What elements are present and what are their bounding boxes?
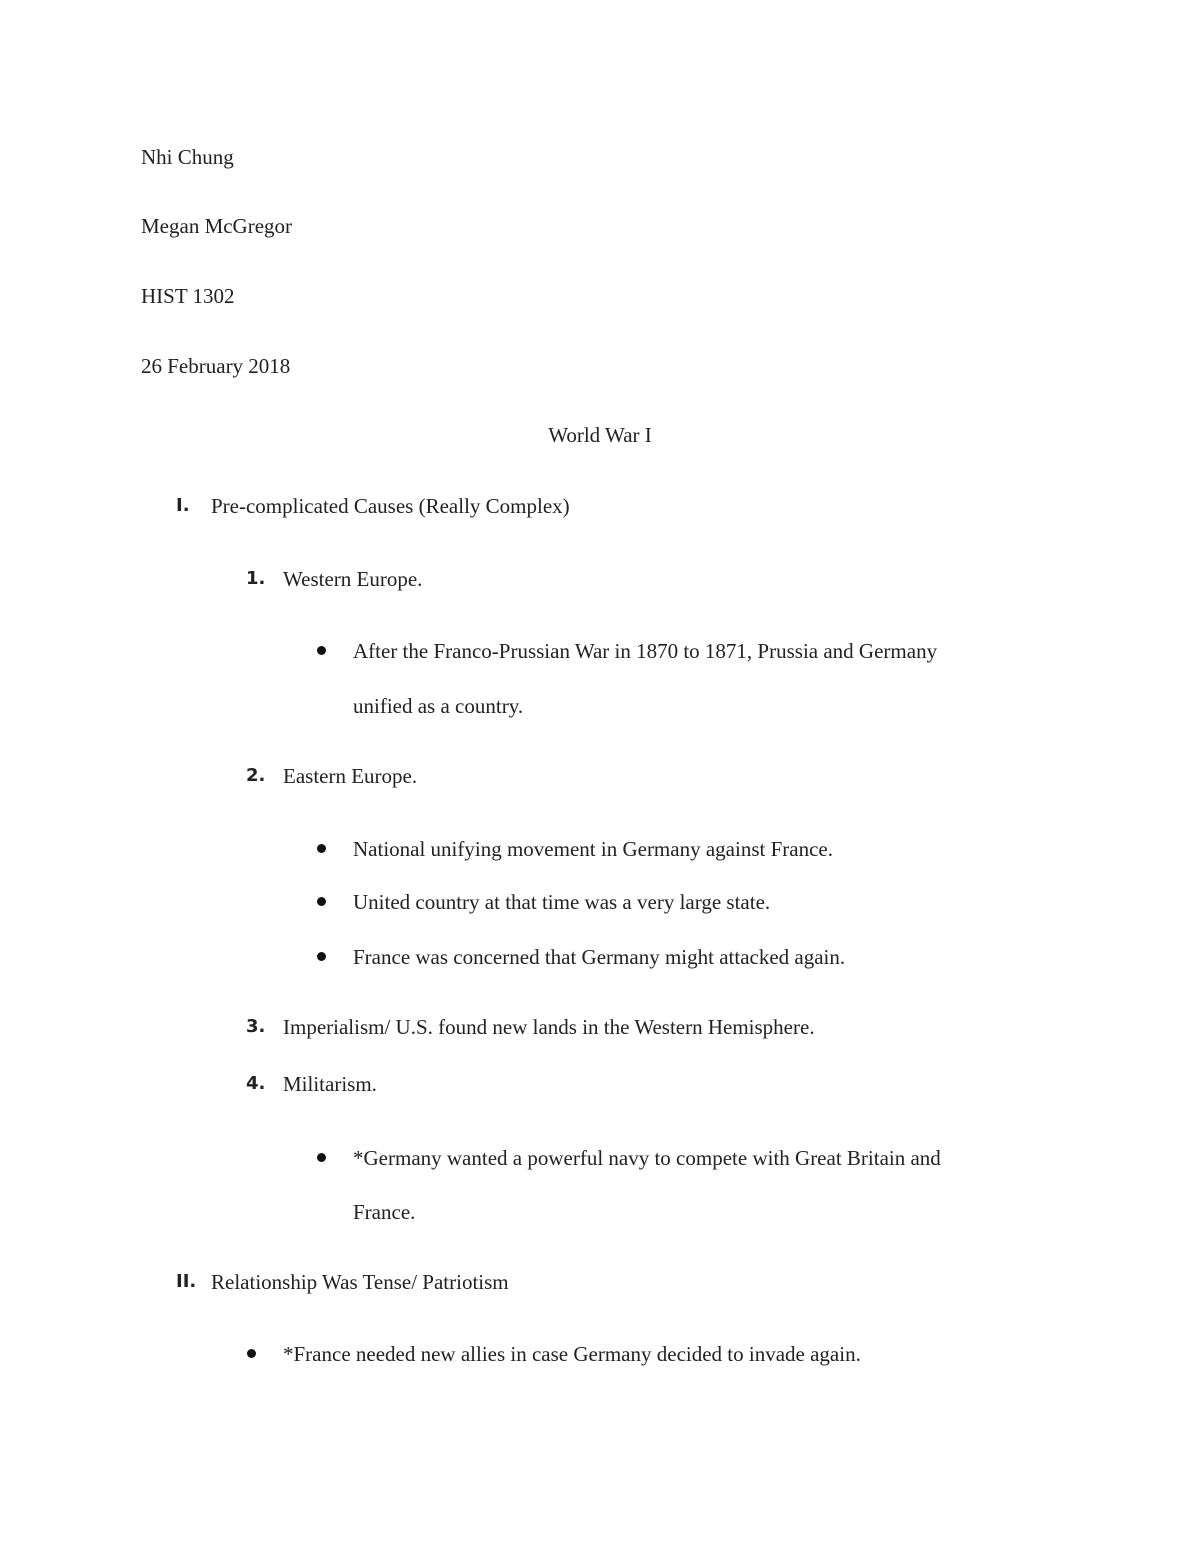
section-heading: Pre-complicated Causes (Really Complex) <box>211 494 570 518</box>
item-text: Eastern Europe. <box>283 764 418 788</box>
bullet-icon <box>317 646 326 655</box>
item-text: Militarism. <box>283 1072 377 1096</box>
bullet-icon <box>317 1153 326 1162</box>
bullet-text-continued: unified as a country. <box>353 694 524 718</box>
bullet-text: After the Franco-Prussian War in 1870 to 1871, Prussia and Germany <box>353 639 938 663</box>
document-title: World War I <box>548 423 652 447</box>
bullet-text: National unifying movement in Germany against France. <box>353 837 833 861</box>
bullet-icon <box>317 844 326 853</box>
item-text: Western Europe. <box>283 567 423 591</box>
item-marker: 4. <box>246 1073 266 1094</box>
bullet-text: *Germany wanted a powerful navy to compete with Great Britain and <box>353 1146 941 1170</box>
student-name: Nhi Chung <box>141 145 234 169</box>
bullet-icon <box>317 897 326 906</box>
item-text: Imperialism/ U.S. found new lands in the Western Hemisphere. <box>283 1015 815 1039</box>
bullet-icon <box>317 952 326 961</box>
course-code: HIST 1302 <box>141 284 235 308</box>
section-marker: I. <box>176 495 190 516</box>
item-marker: 3. <box>246 1016 266 1037</box>
section-marker: II. <box>176 1271 197 1292</box>
bullet-text: France was concerned that Germany might attacked again. <box>353 945 846 969</box>
item-marker: 2. <box>246 765 266 786</box>
instructor-name: Megan McGregor <box>141 214 293 238</box>
bullet-text: *France needed new allies in case Germany decided to invade again. <box>283 1342 861 1366</box>
item-marker: 1. <box>246 568 266 589</box>
bullet-text: United country at that time was a very large state. <box>353 890 771 914</box>
bullet-icon <box>247 1349 256 1358</box>
bullet-text-continued: France. <box>353 1200 416 1224</box>
document-date: 26 February 2018 <box>141 354 291 378</box>
section-heading: Relationship Was Tense/ Patriotism <box>211 1270 509 1294</box>
